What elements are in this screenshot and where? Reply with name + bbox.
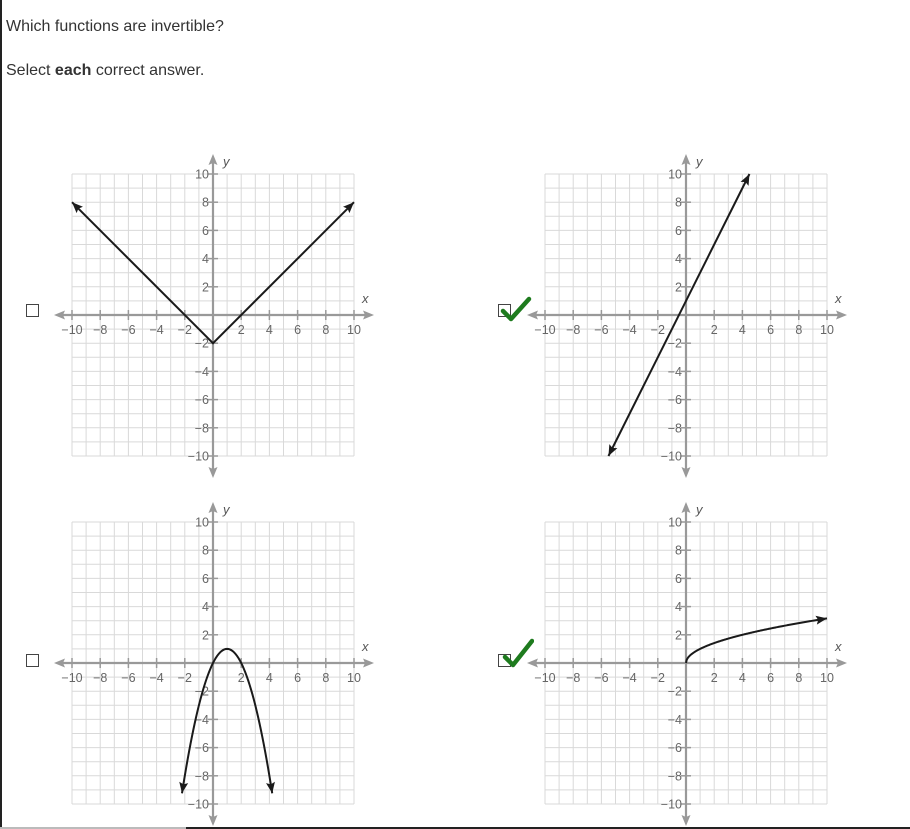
option-a-y-tick-label: 10 [195,167,209,182]
option-c-y-tick-label: 4 [202,600,209,615]
option-c-x-tick-label: −4 [149,671,164,685]
option-b-x-tick-label: −4 [622,323,637,337]
option-a-x-tick-label: −10 [61,323,83,337]
option-b-y-tick-label: −10 [660,449,682,464]
option-c-y-axis-label: y [223,502,230,517]
option-a-y-tick-label: −8 [194,421,209,436]
option-b-y-tick-label: 10 [668,167,682,182]
option-d-y-tick-label: 4 [675,600,682,615]
option-a-x-tick-label: 4 [265,323,273,337]
question-instruction [6,62,204,80]
option-c-x-tick-label: −6 [121,671,136,685]
option-b-y-axis-label: y [696,154,703,169]
option-a-y-tick-label: 4 [202,252,209,267]
option-d-y-tick-label: −4 [667,712,682,727]
option-c-y-tick-label: −2 [194,684,209,699]
option-a-y-tick-label: 2 [202,280,209,295]
option-d-x-tick-label: 6 [767,671,775,685]
option-a-graph [50,150,390,480]
option-a-y-tick-label: −4 [194,364,209,379]
option-b-y-tick-label: 4 [675,252,682,267]
option-c-x-tick-label: 10 [347,671,361,685]
option-c-x-tick-label: −10 [61,671,83,685]
option-d-y-tick-label: −6 [667,741,682,756]
option-b-x-tick-label: −10 [534,323,556,337]
option-d-x-axis-label: x [835,639,842,654]
option-d-x-tick-label: 2 [710,671,718,685]
option-a-x-tick-label: 10 [347,323,361,337]
option-a-x-tick-label: 6 [294,323,302,337]
option-a-y-tick-label: 6 [202,223,209,238]
option-a-x-tick-label: 8 [322,323,330,337]
option-c-y-tick-label: −8 [194,769,209,784]
option-c-checkbox[interactable] [26,654,39,667]
option-d-x-tick-label: −2 [650,671,665,685]
option-b-x-tick-label: 4 [738,323,746,337]
option-b-x-tick-label: 2 [710,323,718,337]
instruction-prefix: Select [6,62,55,79]
option-a-y-axis-label: y [223,154,230,169]
option-d-y-tick-label: 8 [675,543,682,558]
instruction-bold: each [54,62,92,79]
option-a-x-tick-label: −8 [93,323,108,337]
option-b-x-tick-label: −8 [566,323,581,337]
option-c-x-tick-label: −2 [177,671,192,685]
option-d-y-tick-label: 10 [668,515,682,530]
option-a-x-tick-label: −4 [149,323,164,337]
option-c-x-axis-label: x [362,639,369,654]
option-b-x-tick-label: −6 [594,323,609,337]
option-d-x-tick-label: −8 [566,671,581,685]
option-c-y-tick-label: −10 [187,797,209,812]
option-a-checkbox[interactable] [26,304,39,317]
option-d-y-tick-label: −8 [667,769,682,784]
question-prompt: Which functions are invertible? [6,18,224,35]
option-a-y-tick-label: −6 [194,393,209,408]
option-d-x-tick-label: −6 [594,671,609,685]
option-c-x-tick-label: 8 [322,671,330,685]
option-d-y-tick-label: −2 [667,684,682,699]
option-b-x-tick-label: 10 [820,323,834,337]
option-b-x-tick-label: 8 [795,323,803,337]
option-c-y-tick-label: 6 [202,571,209,586]
option-c-x-tick-label: 2 [237,671,245,685]
option-b-y-tick-label: 6 [675,223,682,238]
option-b-y-tick-label: −8 [667,421,682,436]
option-c-x-tick-label: −8 [93,671,108,685]
option-b-y-tick-label: 2 [675,280,682,295]
option-c-y-tick-label: 8 [202,543,209,558]
option-d-x-tick-label: 10 [820,671,834,685]
option-d-y-axis-label: y [696,502,703,517]
option-a-x-tick-label: −2 [177,323,192,337]
option-a-y-tick-label: −2 [194,336,209,351]
option-b-graph [523,150,863,480]
option-c-y-tick-label: −6 [194,741,209,756]
option-d-y-tick-label: 2 [675,628,682,643]
option-d-x-tick-label: −10 [534,671,556,685]
option-b-y-tick-label: 8 [675,195,682,210]
option-a-x-axis-label: x [362,291,369,306]
option-c-graph [50,498,390,828]
option-a-y-tick-label: 8 [202,195,209,210]
option-c-x-tick-label: 6 [294,671,302,685]
option-d-y-tick-label: −10 [660,797,682,812]
option-a-x-tick-label: 2 [237,323,245,337]
option-a-y-tick-label: −10 [187,449,209,464]
option-a-x-tick-label: −6 [121,323,136,337]
option-c-y-tick-label: −4 [194,712,209,727]
option-c-y-tick-label: 2 [202,628,209,643]
option-b-y-tick-label: −4 [667,364,682,379]
option-d-y-tick-label: 6 [675,571,682,586]
option-b-x-tick-label: 6 [767,323,775,337]
option-b-x-tick-label: −2 [650,323,665,337]
option-b-x-axis-label: x [835,291,842,306]
option-d-graph [523,498,863,828]
option-d-x-tick-label: 4 [738,671,746,685]
option-b-y-tick-label: −2 [667,336,682,351]
instruction-suffix: correct answer. [91,62,205,79]
option-d-x-tick-label: 8 [795,671,803,685]
option-d-x-tick-label: −4 [622,671,637,685]
option-c-y-tick-label: 10 [195,515,209,530]
option-b-y-tick-label: −6 [667,393,682,408]
option-c-x-tick-label: 4 [265,671,273,685]
